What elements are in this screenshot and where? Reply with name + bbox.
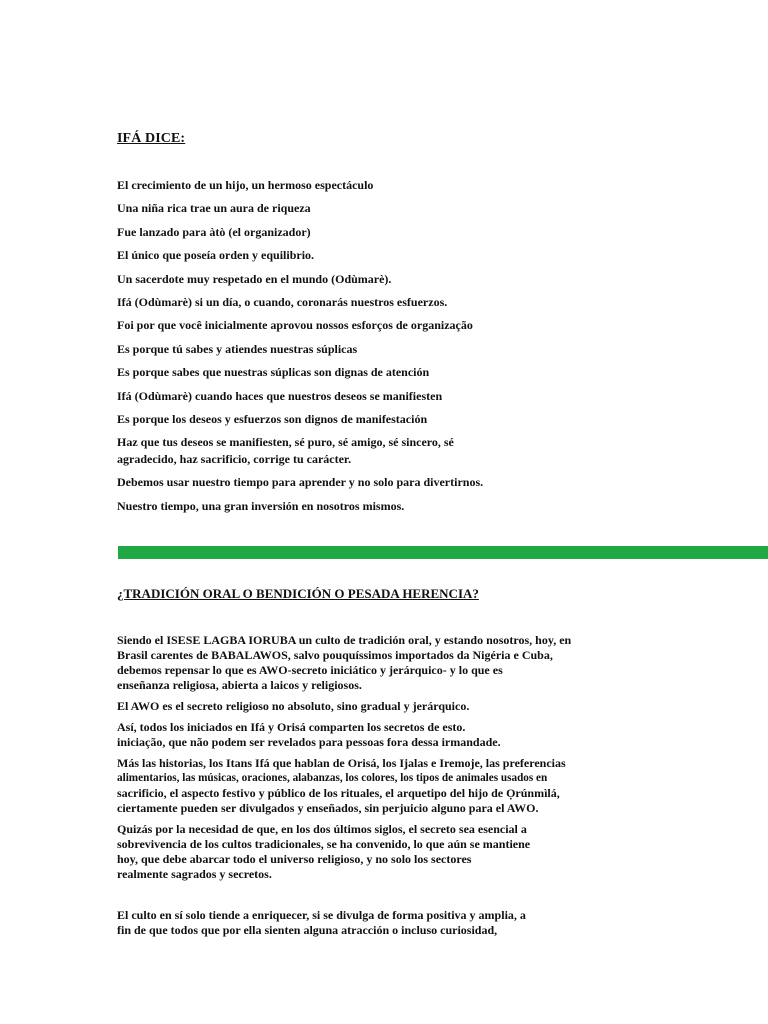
paragraph-line: Brasil carentes de BABALAWOS, salvo pouquíssimos importados da Nigéria e Cuba,	[117, 648, 553, 662]
paragraph-line: debemos repensar lo que es AWO-secreto iniciático y jerárquico- y lo que es	[117, 663, 503, 677]
paragraph	[117, 908, 607, 938]
section-divider	[118, 546, 768, 559]
paragraph-line: enseñanza religiosa, abierta a laicos y religiosos.	[117, 678, 362, 692]
section-heading: ¿TRADICIÓN ORAL O BENDICIÓN O PESADA HERENCIA?	[117, 586, 479, 601]
paragraph-line: Siendo el ISESE LAGBA IORUBA un culto de tradición oral, y estando nosotros, hoy, en	[117, 633, 572, 647]
poem-line: Es porque los deseos y esfuerzos son dignos de manifestación	[117, 411, 428, 426]
poem-line: Nuestro tiempo, una gran inversión en nosotros mismos.	[117, 498, 405, 513]
poem-block	[117, 177, 537, 521]
paragraph	[117, 756, 607, 816]
poem-line: Una niña rica trae un aura de riqueza	[117, 201, 311, 216]
paragraph	[117, 633, 607, 693]
poem-line: El único que poseía orden y equilibrio.	[117, 248, 315, 263]
paragraph-spacer	[117, 888, 607, 908]
paragraph-line: hoy, que debe abarcar todo el universo religioso, y no solo los sectores	[117, 852, 472, 866]
poem-line-part: agradecido, haz sacrificio, corrige tu carácter.	[117, 452, 352, 467]
page-title: IFÁ DICE:	[117, 131, 186, 146]
paragraph-line: fin de que todos que por ella sienten alguna atracción o incluso curiosidad,	[117, 923, 498, 937]
paragraph-line: El culto en sí solo tiende a enriquecer, si se divulga de forma positiva y amplia, a	[117, 908, 526, 922]
poem-line: Ifá (Odùmarè) cuando haces que nuestros deseos se manifiesten	[117, 388, 443, 403]
poem-line: Un sacerdote muy respetado en el mundo (Odùmarè).	[117, 271, 392, 286]
paragraph-line: Quizás por la necesidad de que, en los dos últimos siglos, el secreto sea esencial a	[117, 822, 527, 836]
poem-line: Es porque tú sabes y atiendes nuestras súplicas	[117, 341, 358, 356]
poem-line: Fue lanzado para àtò (el organizador)	[117, 224, 311, 239]
paragraph-line: iniciação, que não podem ser revelados para pessoas fora dessa irmandade.	[117, 735, 501, 749]
paragraph-line: Más las historias, los Itans Ifá que hablan de Orisá, los Ijalas e Iremoje, las preferencias	[117, 756, 566, 770]
paragraph-line: sacrificio, el aspecto festivo y público de los rituales, el arquetipo del hijo de Ọrúnmìlá,	[117, 786, 560, 800]
paragraph	[117, 699, 607, 714]
section-body	[117, 633, 607, 944]
paragraph-line: El AWO es el secreto religioso no absoluto, sino gradual y jerárquico.	[117, 699, 470, 713]
poem-line: El crecimiento de un hijo, un hermoso espectáculo	[117, 178, 374, 192]
paragraph-line: realmente sagrados y secretos.	[117, 867, 272, 881]
poem-line: Foi por que você inicialmente aprovou nossos esforços de organização	[117, 318, 473, 333]
paragraph	[117, 720, 607, 750]
poem-line: Debemos usar nuestro tiempo para aprender y no solo para divertirnos.	[117, 475, 484, 490]
paragraph-line: ciertamente pueden ser divulgados y enseñados, sin perjuicio alguno para el AWO.	[117, 801, 539, 815]
paragraph-line: sobrevivencia de los cultos tradicionales, se ha convenido, lo que aún se mantiene	[117, 837, 531, 851]
poem-line: Ifá (Odùmarè) si un día, o cuando, coronarás nuestros esfuerzos.	[117, 294, 448, 309]
paragraph-line: Así, todos los iniciados en Ifá y Orisá comparten los secretos de esto.	[117, 720, 466, 734]
poem-line: Es porque sabes que nuestras súplicas son dignas de atención	[117, 365, 430, 380]
poem-line	[117, 434, 537, 468]
paragraph	[117, 822, 607, 882]
paragraph-line: alimentarios, las músicas, oraciones, alabanzas, los colores, los tipos de animales usados en	[117, 772, 548, 784]
poem-line-part: Haz que tus deseos se manifiesten, sé puro, sé amigo, sé sincero, sé	[117, 435, 454, 450]
